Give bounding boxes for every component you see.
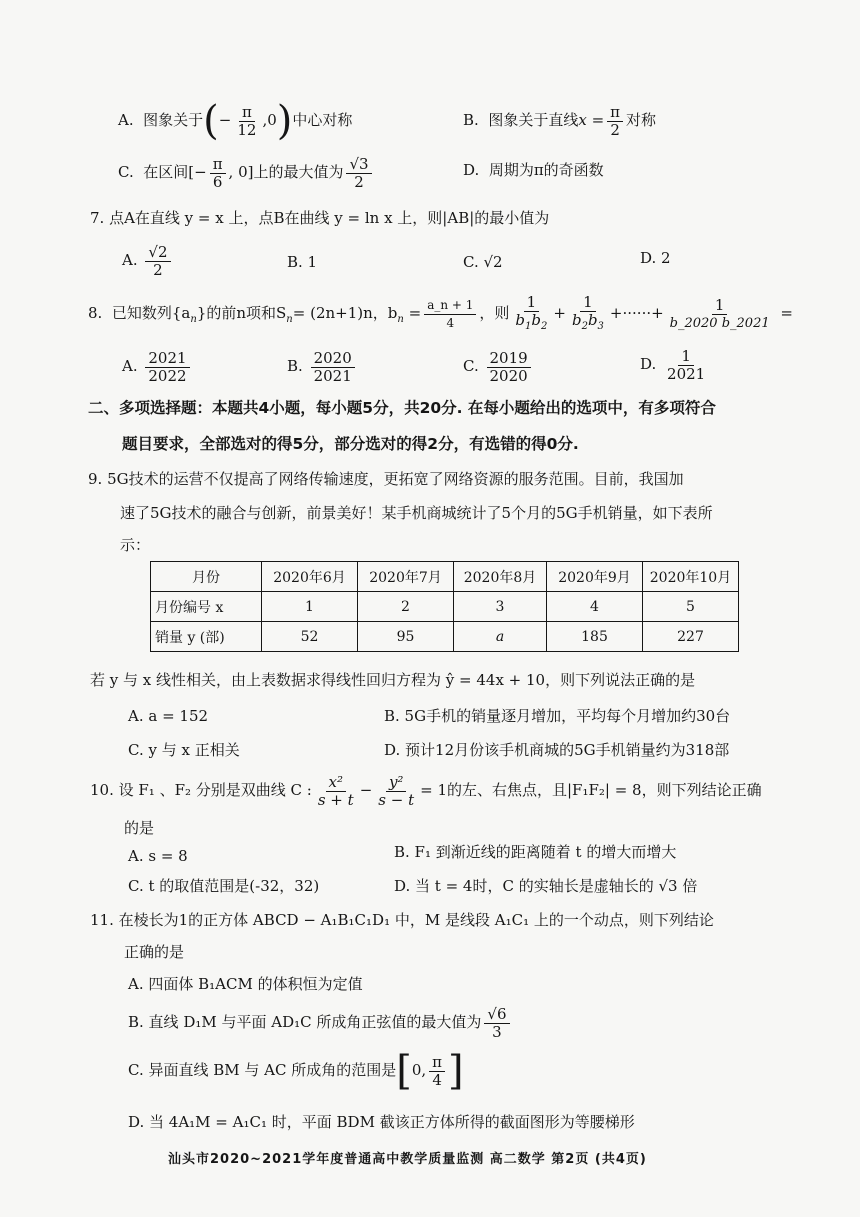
q7-option-a: A. $\frac{√2}{2}$: [122, 238, 174, 282]
q11-stem-line-1: 11. 在棱长为1的正方体 ABCD − A₁B₁C₁D₁ 中，M 是线段 A₁C₁ 上的一个动点，则下列结论: [90, 911, 714, 929]
table-row: 月份 2020年6月 2020年7月 2020年8月 2020年9月 2020年10月: [151, 562, 739, 592]
q7-option-c: C. √2: [463, 253, 503, 271]
q10-stem: 10. 设 F₁ 、F₂ 分别是双曲线 C : $\frac{\text{x²}}{s + t}$ − $\frac{\text{y²}}{s - t}$ = 1的左、右焦点，且|F₁F₂| = 8，则下列结论正确: [90, 772, 762, 809]
fraction: $\frac{\text{y²}}{s - t}$: [378, 772, 415, 809]
fraction: $\frac{\pi}{6}$: [210, 156, 226, 191]
q10-option-a: A. s = 8: [128, 847, 188, 865]
q11-stem-line-2: 正确的是: [124, 943, 185, 961]
fraction: $\frac{1}{b_2b_3}$: [571, 292, 604, 332]
q8-stem: 8. 已知数列$\{a_n\}$的前n项和$S_n= (2n+1)n$，$b_n$ = $\frac{a\_n + 1}{4}$ ，则 $\frac{1}{b_1b_2}$ + $\frac{1}{b_2b_3}$ +······+ $\frac{1}{b\_2020 b\_2021}$ =: [88, 290, 793, 343]
q6-option-c: C. 在区间[− $\frac{\pi}{6}$ , 0]上的最大值为 $\frac{√3}{2}$: [118, 150, 375, 194]
q11-option-a: A. 四面体 B₁ACM 的体积恒为定值: [128, 975, 363, 993]
q9-option-b: B. 5G手机的销量逐月增加，平均每个月增加约30台: [384, 707, 731, 725]
q11-option-b: B. 直线 D₁M 与平面 AD₁C 所成角正弦值的最大值为 $\frac{√6}{3}$: [128, 1000, 513, 1044]
fraction: $\frac{\pi}{2}$: [607, 104, 623, 139]
q6-option-a: A. 图象关于(− $\frac{\pi}{12}$ ,0)中心对称: [118, 98, 353, 144]
q8-option-a: A. $\frac{2021}{2022}$: [122, 344, 193, 388]
table-row: 月份编号 x 1 2 3 4 5: [151, 592, 739, 622]
q9-stem-line-3: 示：: [120, 536, 151, 554]
q10-option-c: C. t 的取值范围是(-32，32): [128, 877, 320, 895]
sales-table: [150, 561, 739, 652]
fraction: $\frac{\pi}{12}$: [237, 102, 257, 139]
q6-option-b: B. 图象关于直线x = $\frac{\pi}{2}$ 对称: [463, 102, 657, 139]
q10-option-b: B. F₁ 到渐近线的距离随着 t 的增大而增大: [394, 843, 677, 861]
q8-option-c: C. $\frac{2019}{2020}$: [463, 344, 534, 388]
q7-option-d: D. 2: [640, 249, 671, 267]
q8-option-b: B. $\frac{2020}{2021}$: [287, 344, 358, 388]
fraction: $\frac{a\_n + 1}{4}$: [424, 297, 476, 332]
q9-option-a: A. a = 152: [128, 707, 209, 725]
fraction: $\frac{√3}{2}$: [346, 156, 371, 191]
section-2-heading: 二、多项选择题：本题共4小题，每小题5分，共20分. 在每小题给出的选项中，有多项符合: [88, 399, 716, 417]
q11-option-d: D. 当 4A₁M = A₁C₁ 时，平面 BDM 截该正方体所得的截面图形为等腰梯形: [128, 1113, 635, 1131]
fraction: $\frac{2020}{2021}$: [311, 350, 355, 385]
fraction: $\frac{√6}{3}$: [484, 1006, 509, 1041]
q7-option-b: B. 1: [287, 253, 318, 271]
fraction: $\frac{1}{2021}$: [667, 346, 706, 383]
q9-option-c: C. y 与 x 正相关: [128, 741, 240, 759]
q10-stem-line-2: 的是: [124, 819, 155, 837]
q9-stem-line-1: 9. 5G技术的运营不仅提高了网络传输速度，更拓宽了网络资源的服务范围。目前，我国加: [88, 470, 684, 488]
q7-stem: 7. 点A在直线 y = x 上，点B在曲线 y = ln x 上，则|AB|的最小值为: [90, 209, 550, 227]
q9-question: 若 y 与 x 线性相关，由上表数据求得线性回归方程为 ŷ = 44x + 10，则下列说法正确的是: [90, 671, 696, 689]
fraction: $\frac{2021}{2022}$: [145, 350, 189, 385]
q8-option-d: D. $\frac{1}{2021}$: [640, 342, 711, 386]
fraction: $\frac{1}{b_1b_2}$: [515, 292, 548, 332]
q6-option-d: D. 周期为π的奇函数: [463, 161, 604, 179]
q11-option-c: C. 异面直线 BM 与 AC 所成角的范围是[0, $\frac{\pi}{4}$ ]: [128, 1048, 464, 1094]
table-row: 销量 y (部) 52 95 a 185 227: [151, 622, 739, 652]
fraction: $\frac{\text{x²}}{s + t}$: [317, 772, 354, 809]
page-footer: 汕头市2020~2021学年度普通高中教学质量监测 高二数学 第2页 (共4页): [168, 1152, 647, 1167]
fraction: $\frac{2019}{2020}$: [487, 350, 531, 385]
fraction: $\frac{1}{b\_2020 b\_2021}$: [669, 295, 770, 331]
fraction: $\frac{√2}{2}$: [145, 244, 170, 279]
q9-stem-line-2: 速了5G技术的融合与创新，前景美好！某手机商城统计了5个月的5G手机销量，如下表所: [120, 504, 713, 522]
q9-option-d: D. 预计12月份该手机商城的5G手机销量约为318部: [384, 741, 730, 759]
fraction: $\frac{\pi}{4}$: [429, 1054, 445, 1089]
section-2-rules: 题目要求，全部选对的得5分，部分选对的得2分，有选错的得0分.: [122, 435, 579, 453]
q10-option-d: D. 当 t = 4时，C 的实轴长是虚轴长的 √3 倍: [394, 877, 698, 895]
